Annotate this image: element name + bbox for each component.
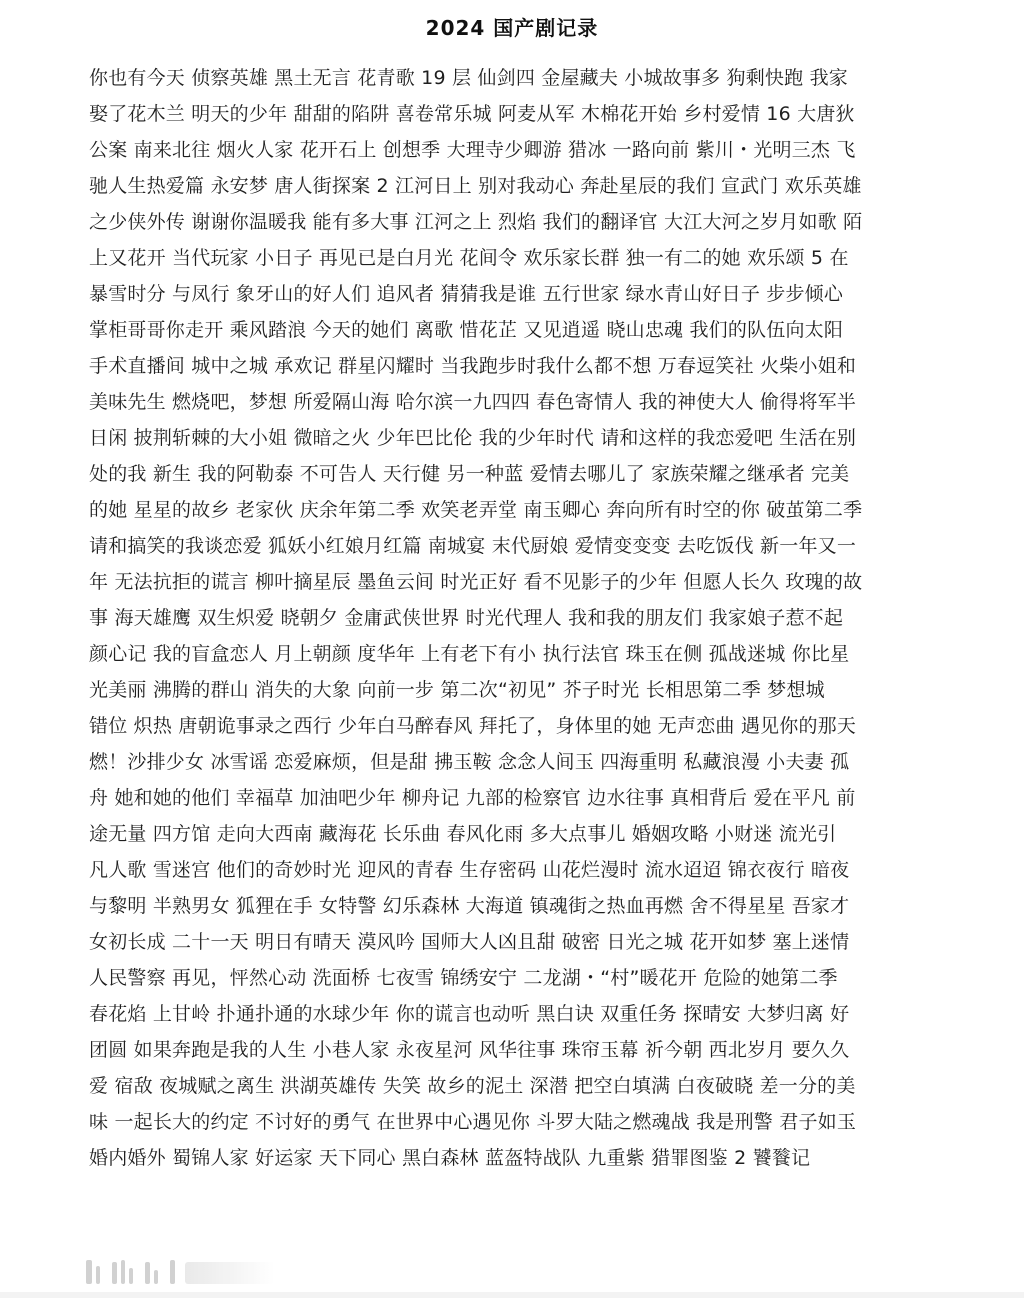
text-line: 颜心记 我的盲盒恋人 月上朝颜 度华年 上有老下有小 执行法官 珠玉在侧 孤战迷城 你比星 [89,643,850,665]
text-line: 人民警察 再见，怦然心动 洗面桥 七夜雪 锦绣安宁 二龙湖・“村”暖花开 危险的她第二季 [89,967,838,989]
text-line: 女初长成 二十一天 明日有晴天 漠风吟 国师大人凶且甜 破密 日光之城 花开如梦 塞上迷情 [89,931,850,953]
text-line: 驰人生热爱篇 永安梦 唐人街探案 2 江河日上 别对我动心 奔赴星辰的我们 宣武门 欢乐英雄 [89,175,862,197]
text-line: 味 一起长大的约定 不讨好的勇气 在世界中心遇见你 斗罗大陆之燃魂战 我是刑警 君子如玉 [89,1111,857,1133]
watermark-fade [185,1262,275,1284]
drama-list [89,60,939,1176]
text-line: 凡人歌 雪迷宫 他们的奇妙时光 迎风的青春 生存密码 山花烂漫时 流水迢迢 锦衣夜行 暗夜 [89,859,850,881]
text-line: 爱 宿敌 夜城赋之离生 洪湖英雄传 失笑 故乡的泥土 深潜 把空白填满 白夜破晓 差一分的美 [89,1075,856,1097]
watermark-mark [145,1262,150,1284]
watermark-mark [112,1262,117,1284]
text-line: 日闲 披荆斩棘的大小姐 微暗之火 少年巴比伦 我的少年时代 请和这样的我恋爱吧 生活在别 [89,427,857,449]
watermark-mark [154,1270,158,1284]
text-line: 公案 南来北往 烟火人家 花开石上 创想季 大理寺少卿游 猎冰 一路向前 紫川・光明三杰 飞 [89,139,856,161]
text-line: 年 无法抗拒的谎言 柳叶摘星辰 墨鱼云间 时光正好 看不见影子的少年 但愿人长久 玫瑰的故 [89,571,863,593]
text-line: 光美丽 沸腾的群山 消失的大象 向前一步 第二次“初见” 芥子时光 长相思第二季 梦想城 [89,679,825,701]
document-title: 2024 国产剧记录 [425,16,599,40]
text-line: 错位 炽热 唐朝诡事录之西行 少年白马醉春风 拜托了，身体里的她 无声恋曲 遇见你的那天 [89,715,857,737]
text-line: 娶了花木兰 明天的少年 甜甜的陷阱 喜卷常乐城 阿麦从军 木棉花开始 乡村爱情 16 大唐狄 [89,103,855,125]
text-line: 暴雪时分 与凤行 象牙山的好人们 追风者 猜猜我是谁 五行世家 绿水青山好日子 步步倾心 [89,283,844,305]
text-line: 的她 星星的故乡 老家伙 庆余年第二季 欢笑老弄堂 南玉卿心 奔向所有时空的你 破茧第二季 [89,499,863,521]
text-line: 团圆 如果奔跑是我的人生 小巷人家 永夜星河 风华往事 珠帘玉幕 祈今朝 西北岁月 要久久 [89,1039,850,1061]
text-line: 途无量 四方馆 走向大西南 藏海花 长乐曲 春风化雨 多大点事儿 婚姻攻略 小财迷 流光引 [89,823,837,845]
text-line: 之少侠外传 谢谢你温暖我 能有多大事 江河之上 烈焰 我们的翻译官 大江大河之岁月如歌 陌 [89,211,863,233]
text-line: 舟 她和她的他们 幸福草 加油吧少年 柳舟记 九部的检察官 边水往事 真相背后 爱在平凡 前 [89,787,856,809]
text-line: 处的我 新生 我的阿勒泰 不可告人 天行健 另一种蓝 爱情去哪儿了 家族荣耀之继承者 完美 [89,463,850,485]
text-line: 手术直播间 城中之城 承欢记 群星闪耀时 当我跑步时我什么都不想 万春逗笑社 火柴小姐和 [89,355,857,377]
text-line: 掌柜哥哥你走开 乘风踏浪 今天的她们 离歌 惜花芷 又见逍遥 晓山忠魂 我们的队伍向太阳 [89,319,844,341]
watermark-logo [86,1254,275,1284]
watermark-mark [96,1266,100,1284]
watermark-mark [86,1260,92,1284]
text-line: 你也有今天 侦察英雄 黑土无言 花青歌 19 层 仙剑四 金屋藏夫 小城故事多 狗剩快跑 我家 [89,67,848,89]
text-line: 事 海天雄鹰 双生炽爱 晓朝夕 金庸武侠世界 时光代理人 我和我的朋友们 我家娘子惹不起 [89,607,844,629]
text-line: 美味先生 燃烧吧，梦想 所爱隔山海 哈尔滨一九四四 春色寄情人 我的神使大人 偷得将军半 [89,391,857,413]
text-line: 春花焰 上甘岭 扑通扑通的水球少年 你的谎言也动听 黑白诀 双重任务 探晴安 大梦归离 好 [89,1003,850,1025]
text-line: 请和搞笑的我谈恋爱 狐妖小红娘月红篇 南城宴 末代厨娘 爱情变变变 去吃饭伐 新一年又一 [89,535,857,557]
watermark-mark [129,1268,133,1284]
text-line: 上又花开 当代玩家 小日子 再见已是白月光 花间令 欢乐家长群 独一有二的她 欢乐颂 5 在 [89,247,849,269]
watermark-mark [121,1260,125,1284]
watermark-mark [170,1260,175,1284]
text-line: 婚内婚外 蜀锦人家 好运家 天下同心 黑白森林 蓝盔特战队 九重紫 猎罪图鉴 2 饕餮记 [89,1147,811,1169]
page-bottom-edge [0,1292,1024,1298]
text-line: 与黎明 半熟男女 狐狸在手 女特警 幻乐森林 大海道 镇魂街之热血再燃 舍不得星星 吾家才 [89,895,850,917]
text-line: 燃！沙排少女 冰雪谣 恋爱麻烦，但是甜 拂玉鞍 念念人间玉 四海重明 私藏浪漫 小夫妻 孤 [89,751,850,773]
